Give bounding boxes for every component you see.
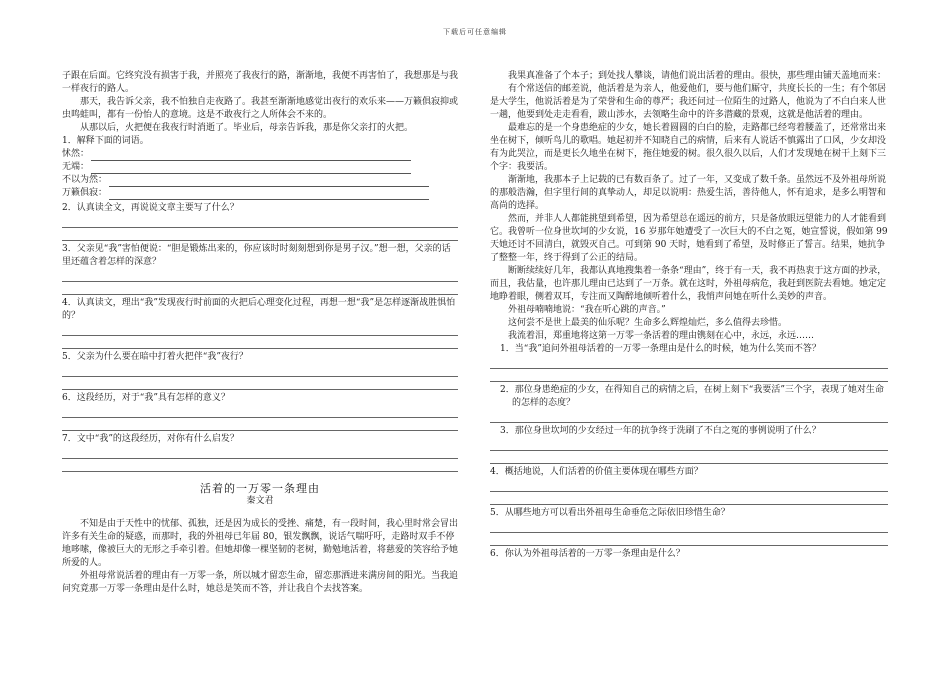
answer-line[interactable] xyxy=(109,189,429,200)
article-title: 活着的一万零一条理由 xyxy=(200,482,320,495)
paragraph: 我果真准备了个本子；到处找人攀谈，请他们说出活着的理由。很快，那些理由铺天盖地而来： xyxy=(508,71,887,81)
paragraph: 然而，并非人人都能挑望到希望，因为希望总在遥远的前方，只是备放眼远望能力的人才能看到它。我曾听一位身世坎坷的少女说，16 岁那年她遭受了一次巨大的不白之冤，她宣誓说，假如第 99 天她还讨不回清白，就毁灭自己。可到第 90 天时，她看到了希望，及时修正了誓言。结果，她抗争了整整一年，终于得到了公正的结局。 xyxy=(490,214,888,263)
question-1: 1．当“我”追问外祖母活着的一万零一条理由是什么的时候，她为什么笑而不答？ xyxy=(500,344,821,354)
answer-line[interactable] xyxy=(62,323,458,336)
answer-line[interactable] xyxy=(62,377,458,390)
answer-line[interactable] xyxy=(91,150,411,161)
answer-line[interactable] xyxy=(62,215,458,228)
paragraph: 不知是由于天性中的忧郁、孤独，还是因为成长的受挫、痛楚，有一段时间，我心里时常会冒出许多有关生命的疑惑，而那时，我的外祖母已年届 80，银发飘飘，说话气喘吁吁，走路时双手不停地哆嗦，像被巨大的无形之手牵引着。但她却像一棵坚韧的老树，勤勉地活着，将慈爱的笑容给予她所爱的人。 xyxy=(62,519,459,568)
answer-line[interactable] xyxy=(490,410,888,423)
answer-line[interactable] xyxy=(490,479,888,492)
paragraph: 这何尝不是世上最美的仙乐呢？生命多么辉煌灿烂，多么值得去珍惜。 xyxy=(508,318,788,328)
question-5: 5．父亲为什么要在暗中打着火把伴“我”夜行？ xyxy=(62,352,248,362)
paragraph: 渐渐地，我那本子上记载的已有数百条了。过了一年，又变成了数千条。虽然远不及外祖母所说的那般浩瀚，但字里行间的真挚动人，却足以说明：热爱生活，善待他人，怀有追求，是多么明智和高尚的选择。 xyxy=(490,175,887,211)
answer-line[interactable] xyxy=(490,369,888,382)
paragraph: 子跟在后面。它终究没有损害于我，并照亮了我夜行的路，渐渐地，我便不再害怕了，我想那是与我一样夜行的路人。 xyxy=(62,71,459,94)
answer-line[interactable] xyxy=(62,228,458,241)
question-2: 2．认真读全文，再说说文章主要写了什么？ xyxy=(62,203,239,213)
paragraph: 最难忘的是一个身患绝症的少女，她长着圆圆的白白的脸，走路都已经弯着腰盖了，还常常出来坐在树下，倾听鸟儿的歌唱。她起初并不知晓自己的病情，后来有人说话不慎露出了口风，少女却没有为此哭泣，而是更长久地坐在树下，拖住她爱的树。很久很久以后，人们才发现她在树干上刻下三个字：我要活。 xyxy=(490,123,887,172)
paragraph: 有个常送信的邮差说，他活着是为亲人，他爱他们，要与他们厮守，共度长长的一生；有个邻居是大学生，他说活着是为了荣誉和生命的尊严；我还问过一位陌生的过路人，他说为了不白白来人世一趟，他要到处走走看看，跋山涉水，去领略生命中的许多潜藏的景观，这就是他活着的理由。 xyxy=(490,84,887,120)
article-author: 秦文君 xyxy=(246,496,274,506)
question-3: 3．那位身世坎坷的少女经过一年的抗争终于洗刷了不白之冤的事例说明了什么？ xyxy=(500,426,821,436)
vocab-label: 无端： xyxy=(62,162,90,172)
answer-line[interactable] xyxy=(490,533,888,546)
vocab-row xyxy=(62,148,458,161)
question-7: 7．文中“我”的这段经历，对你有什么启发？ xyxy=(62,434,239,444)
question-3: 3．父亲见“我”害怕便说：“胆是锻炼出来的，你应该时时刻刻想到你是男子汉。”想一想，父亲的话里还蕴含着怎样的深意？ xyxy=(62,244,451,267)
vocab-label: 怵然： xyxy=(62,149,90,159)
answer-line[interactable] xyxy=(490,438,888,451)
paragraph: 外祖母常说活着的理由有一万零一条，所以城才留恋生命，留恋那洒进来满房间的阳光。当我追问究竟那一万零一条理由是什么时，她总是笑而不答，并让我自个去找答案。 xyxy=(62,571,459,594)
question-2: 2．那位身患绝症的少女，在得知自己的病情之后，在树上刻下“我要活”三个字，表现了她对生命的怎样的态度？ xyxy=(500,385,884,408)
answer-line[interactable] xyxy=(62,459,458,472)
right-column xyxy=(490,70,888,561)
question-4: 4．概括地说，人们活着的价值主要体现在哪些方面？ xyxy=(490,467,703,477)
answer-line[interactable] xyxy=(62,336,458,349)
question-6: 6．你认为外祖母活着的一万零一条理由是什么？ xyxy=(490,549,685,559)
answer-line[interactable] xyxy=(490,492,888,505)
vocab-label: 万籁俱寂： xyxy=(62,188,108,198)
answer-line[interactable] xyxy=(490,451,888,464)
question-5: 5．从哪些地方可以看出外祖母生命垂危之际依旧珍惜生命？ xyxy=(490,508,730,518)
paragraph: 从那以后，火把便在我夜行时消逝了。毕业后，母亲告诉我，那是你父亲打的火把。 xyxy=(80,123,414,133)
answer-line[interactable] xyxy=(91,163,411,174)
answer-line[interactable] xyxy=(490,520,888,533)
paragraph: 外祖母喃喃地说：“我在听心跳的声音。” xyxy=(508,305,666,315)
left-column xyxy=(62,70,458,596)
answer-line[interactable] xyxy=(62,364,458,377)
answer-line[interactable] xyxy=(62,418,458,431)
answer-line[interactable] xyxy=(490,356,888,369)
answer-line[interactable] xyxy=(62,446,458,459)
answer-line[interactable] xyxy=(62,405,458,418)
vocab-row xyxy=(62,187,458,200)
page-header: 下载后可任意编辑 xyxy=(443,28,507,36)
vocab-row xyxy=(62,161,458,174)
vocab-row xyxy=(62,174,458,187)
paragraph: 那天，我告诉父亲，我不怕独自走夜路了。我甚至渐渐地感觉出夜行的欢乐来——万籁俱寂抑或虫鸣蛙叫，都有一份怡人的意境。这是不敢夜行之人所体会不来的。 xyxy=(62,97,459,120)
answer-line[interactable] xyxy=(62,269,458,282)
question-6: 6．这段经历，对于“我”具有怎样的意义？ xyxy=(62,393,230,403)
question-4: 4．认真读文，理出“我”发现夜行时前面的火把后心理变化过程，再想一想“我”是怎样逐渐战胜惧怕的？ xyxy=(62,298,456,321)
question-1: 1．解释下面的词语。 xyxy=(62,136,149,146)
vocab-label: 不以为然： xyxy=(62,175,108,185)
paragraph: 我流着泪，郑重地将这第一万零一条活着的理由镌刻在心中，永远，永远…… xyxy=(508,331,815,341)
answer-line[interactable] xyxy=(109,176,429,187)
answer-line[interactable] xyxy=(62,282,458,295)
paragraph: 断断续续好几年，我都认真地搜集着一条条“理由”，终于有一天，我不再热衷于这方面的抄录，而且，我估量，也许那儿理由已达到了一万条。就在这时，外祖母病危，我赶到医院去看她。她定定地睁着眼，侧着双耳，专注而又陶醉地倾听着什么，我悄声问她在听什么美妙的声音。 xyxy=(490,266,887,302)
